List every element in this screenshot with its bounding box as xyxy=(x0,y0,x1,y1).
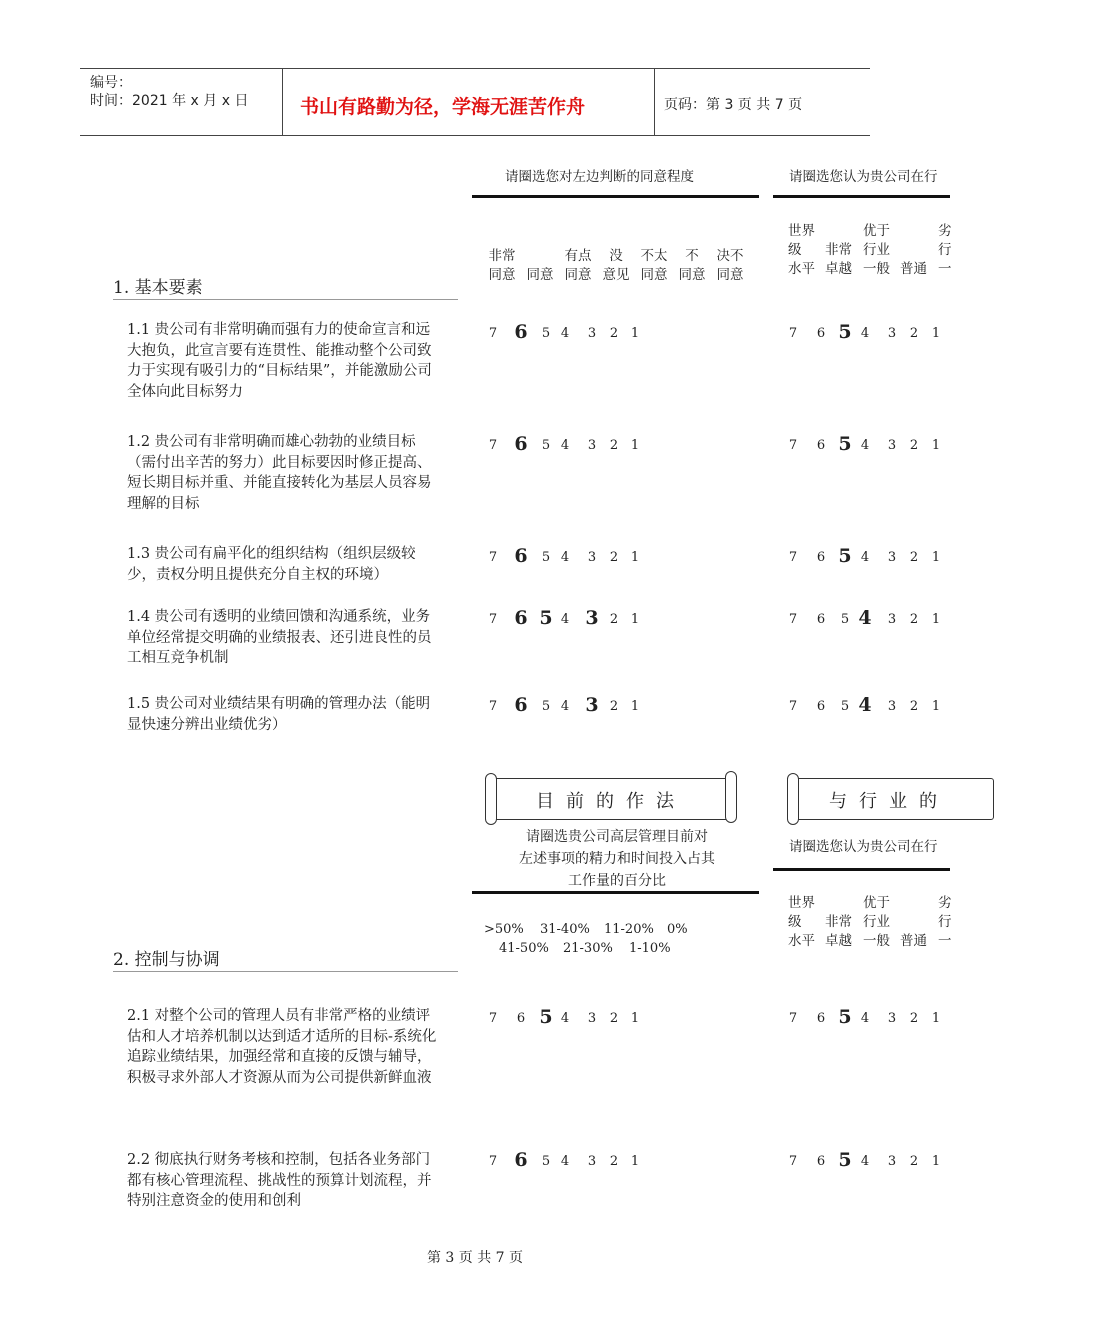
agree-label-top: 没 xyxy=(609,248,623,264)
scale-value: 1 xyxy=(630,699,640,714)
scale-value: 3 xyxy=(887,326,897,341)
scale-value: 7 xyxy=(488,326,498,341)
scale-value: 6 xyxy=(514,607,528,629)
scale-value: 7 xyxy=(788,438,798,453)
instruction-line: 工作量的百分比 xyxy=(568,873,666,889)
industry-label: 世界 xyxy=(788,223,815,239)
scale-value: 5 xyxy=(838,433,852,455)
industry-label: 行业 xyxy=(863,914,890,930)
industry-label: 非常 xyxy=(825,914,852,930)
scale-value: 3 xyxy=(587,1011,597,1026)
scale-value: 1 xyxy=(931,326,941,341)
col1-instruction: 请圈选您对左边判断的同意程度 xyxy=(505,169,694,185)
scale-value: 5 xyxy=(541,550,551,565)
scale-value: 2 xyxy=(609,326,619,341)
scale-value: 2 xyxy=(909,1011,919,1026)
scale-value: 6 xyxy=(514,321,528,343)
scale-value: 7 xyxy=(488,550,498,565)
industry-label: 卓越 xyxy=(825,933,852,949)
scale-value: 1 xyxy=(931,1011,941,1026)
scale-value: 7 xyxy=(788,550,798,565)
question-text: 2.1 对整个公司的管理人员有非常严格的业绩评估和人才培养机制以达到适才适所的目标-系统化追踪业绩结果，加强经常和直接的反馈与辅导，积极寻求外部人才资源从而为公司提供新鲜血液 xyxy=(127,1008,437,1086)
scale-value: 2 xyxy=(609,550,619,565)
scale-value: 5 xyxy=(541,326,551,341)
industry-label: 行 xyxy=(938,242,952,258)
scale-value: 2 xyxy=(909,438,919,453)
agree-label-bottom: 同意 xyxy=(640,267,668,283)
scale-value: 1 xyxy=(931,1154,941,1169)
industry-label: 普通 xyxy=(900,261,927,277)
agree-label-top: 不太 xyxy=(640,248,668,264)
scale-value: 7 xyxy=(788,1011,798,1026)
scale-value: 4 xyxy=(560,550,570,565)
scale-value: 3 xyxy=(887,612,897,627)
industry-label: 劣 xyxy=(938,223,952,239)
section-title: 2. 控制与协调 xyxy=(113,950,220,970)
section-rule xyxy=(113,299,458,300)
scale-value: 1 xyxy=(630,1154,640,1169)
header-divider xyxy=(282,68,283,136)
col2-rule-2 xyxy=(773,868,950,871)
industry-label: 一 xyxy=(938,261,952,277)
question-text: 1.4 贵公司有透明的业绩回馈和沟通系统，业务单位经常提交明确的业绩报表、还引进良性的员工相互竞争机制 xyxy=(127,609,432,666)
scale-value: 6 xyxy=(816,612,826,627)
scale-value: 4 xyxy=(560,1154,570,1169)
industry-label: 优于 xyxy=(863,895,890,911)
industry-label: 非常 xyxy=(825,242,852,258)
industry-label: 优于 xyxy=(863,223,890,239)
scale-value: 3 xyxy=(887,550,897,565)
scale-value: 5 xyxy=(838,321,852,343)
col2-instruction: 请圈选您认为贵公司在行 xyxy=(789,169,938,185)
scale-value: 6 xyxy=(514,1149,528,1171)
header-bottom-border xyxy=(80,135,870,136)
agree-label-bottom: 同意 xyxy=(488,267,516,283)
scale-value: 6 xyxy=(516,1011,526,1026)
scale-value: 7 xyxy=(788,612,798,627)
scale-value: 7 xyxy=(788,699,798,714)
scale-value: 4 xyxy=(860,438,870,453)
scale-value: 1 xyxy=(630,1011,640,1026)
motto: 书山有路勤为径，学海无涯苦作舟 xyxy=(300,96,586,118)
percent-label: >50% xyxy=(484,922,524,937)
scale-value: 5 xyxy=(840,612,850,627)
industry-label: 级 xyxy=(788,242,802,258)
scale-value: 1 xyxy=(630,326,640,341)
agree-label-bottom: 意见 xyxy=(602,267,630,283)
header-top-border xyxy=(80,68,870,69)
scale-value: 4 xyxy=(560,612,570,627)
scale-value: 7 xyxy=(488,438,498,453)
scale-value: 1 xyxy=(630,612,640,627)
scale-value: 3 xyxy=(587,326,597,341)
scale-value: 6 xyxy=(816,438,826,453)
scale-value: 6 xyxy=(816,550,826,565)
scale-value: 2 xyxy=(909,699,919,714)
scale-value: 4 xyxy=(860,1011,870,1026)
scale-value: 5 xyxy=(838,1006,852,1028)
scale-value: 4 xyxy=(860,1154,870,1169)
agree-label-bottom: 同意 xyxy=(716,267,744,283)
scale-value: 2 xyxy=(909,550,919,565)
scale-value: 3 xyxy=(887,699,897,714)
scale-value: 7 xyxy=(488,699,498,714)
question-text: 1.3 贵公司有扁平化的组织结构（组织层级较少，责权分明且提供充分自主权的环境） xyxy=(127,546,416,583)
scale-value: 6 xyxy=(514,433,528,455)
industry-label: 一 xyxy=(938,933,952,949)
industry-label: 一般 xyxy=(863,261,890,277)
industry-label: 劣 xyxy=(938,895,952,911)
scale-value: 5 xyxy=(539,1006,553,1028)
scale-value: 5 xyxy=(541,699,551,714)
industry-label: 世界 xyxy=(788,895,815,911)
header-divider xyxy=(654,68,655,136)
scale-value: 5 xyxy=(838,1149,852,1171)
section-title: 1. 基本要素 xyxy=(113,278,203,298)
agree-label-bottom: 同意 xyxy=(564,267,592,283)
scale-value: 3 xyxy=(585,694,599,716)
scale-value: 5 xyxy=(541,1154,551,1169)
question-text: 2.2 彻底执行财务考核和控制，包括各业务部门都有核心管理流程、挑战性的预算计划流程，并特别注意资金的使用和创利 xyxy=(127,1152,432,1209)
col1-rule xyxy=(472,195,759,198)
banner-title: 目前的作法 xyxy=(536,791,686,812)
question-text: 1.5 贵公司对业绩结果有明确的管理办法（能明显快速分辨出业绩优劣） xyxy=(127,696,431,733)
scale-value: 7 xyxy=(788,326,798,341)
scale-value: 2 xyxy=(609,612,619,627)
scale-value: 4 xyxy=(560,1011,570,1026)
page-code: 页码：第 3 页 共 7 页 xyxy=(664,97,803,113)
scale-value: 6 xyxy=(514,545,528,567)
scale-value: 3 xyxy=(585,607,599,629)
percent-label: 41-50% xyxy=(499,941,549,956)
industry-label: 水平 xyxy=(788,933,815,949)
agree-label-top: 不 xyxy=(685,248,699,264)
scale-value: 3 xyxy=(887,1154,897,1169)
scale-value: 3 xyxy=(587,550,597,565)
scale-value: 1 xyxy=(931,699,941,714)
scale-value: 2 xyxy=(609,1154,619,1169)
scale-value: 4 xyxy=(860,550,870,565)
scale-value: 2 xyxy=(609,438,619,453)
scale-value: 4 xyxy=(858,607,872,629)
banner-current-practice xyxy=(490,778,732,820)
scale-value: 3 xyxy=(587,438,597,453)
industry-label: 普通 xyxy=(900,933,927,949)
agree-label-bottom: 同意 xyxy=(526,267,554,283)
scale-value: 1 xyxy=(630,550,640,565)
scale-value: 3 xyxy=(887,438,897,453)
page-footer: 第 3 页 共 7 页 xyxy=(426,1250,524,1266)
time-label: 时间：2021 年 x 月 x 日 xyxy=(90,93,249,109)
scale-value: 4 xyxy=(560,438,570,453)
scale-value: 7 xyxy=(488,1011,498,1026)
industry-label: 级 xyxy=(788,914,802,930)
scale-value: 2 xyxy=(909,612,919,627)
instruction-line: 左述事项的精力和时间投入占其 xyxy=(519,851,715,867)
scale-value: 6 xyxy=(816,699,826,714)
percent-label: 1-10% xyxy=(629,941,671,956)
scale-value: 1 xyxy=(630,438,640,453)
scale-value: 4 xyxy=(560,699,570,714)
scale-value: 1 xyxy=(931,438,941,453)
scale-value: 1 xyxy=(931,550,941,565)
number-label: 编号： xyxy=(90,75,132,91)
scale-value: 2 xyxy=(909,326,919,341)
instruction-line: 请圈选贵公司高层管理目前对 xyxy=(526,829,708,845)
scale-value: 1 xyxy=(931,612,941,627)
banner-title: 与行业的 xyxy=(829,791,949,812)
scale-value: 4 xyxy=(858,694,872,716)
scale-value: 6 xyxy=(816,1011,826,1026)
question-text: 1.1 贵公司有非常明确而强有力的使命宣言和远大抱负，此宣言要有连贯性、能推动整个公司致力于实现有吸引力的“目标结果”，并能激励公司全体向此目标努力 xyxy=(127,322,432,400)
scale-value: 2 xyxy=(609,1011,619,1026)
scale-value: 7 xyxy=(488,612,498,627)
percent-label: 0% xyxy=(667,922,688,937)
agree-label-bottom: 同意 xyxy=(678,267,706,283)
col2-instruction-2: 请圈选您认为贵公司在行 xyxy=(789,839,938,855)
industry-label: 卓越 xyxy=(825,261,852,277)
industry-label: 水平 xyxy=(788,261,815,277)
percent-label: 31-40% xyxy=(540,922,590,937)
percent-label: 21-30% xyxy=(563,941,613,956)
col1-rule-2 xyxy=(472,891,759,894)
scale-value: 6 xyxy=(816,1154,826,1169)
scale-value: 7 xyxy=(488,1154,498,1169)
scale-value: 5 xyxy=(838,545,852,567)
scale-value: 2 xyxy=(909,1154,919,1169)
banner-industry xyxy=(792,778,994,820)
scale-value: 6 xyxy=(514,694,528,716)
scale-value: 5 xyxy=(840,699,850,714)
scale-value: 5 xyxy=(541,438,551,453)
section-rule xyxy=(113,971,458,972)
scale-value: 5 xyxy=(539,607,553,629)
agree-label-top: 决不 xyxy=(716,248,744,264)
scale-value: 6 xyxy=(816,326,826,341)
industry-label: 行业 xyxy=(863,242,890,258)
scale-value: 7 xyxy=(788,1154,798,1169)
question-text: 1.2 贵公司有非常明确而雄心勃勃的业绩目标（需付出辛苦的努力）此目标要因时修正提高、短长期目标并重、并能直接转化为基层人员容易理解的目标 xyxy=(127,434,432,512)
industry-label: 一般 xyxy=(863,933,890,949)
scale-value: 3 xyxy=(887,1011,897,1026)
agree-label-top: 非常 xyxy=(488,248,516,264)
industry-label: 行 xyxy=(938,914,952,930)
scale-value: 4 xyxy=(860,326,870,341)
scale-value: 2 xyxy=(609,699,619,714)
agree-label-top: 有点 xyxy=(564,248,592,264)
scale-value: 3 xyxy=(587,1154,597,1169)
scale-value: 4 xyxy=(560,326,570,341)
percent-label: 11-20% xyxy=(604,922,654,937)
col2-rule xyxy=(773,195,950,198)
